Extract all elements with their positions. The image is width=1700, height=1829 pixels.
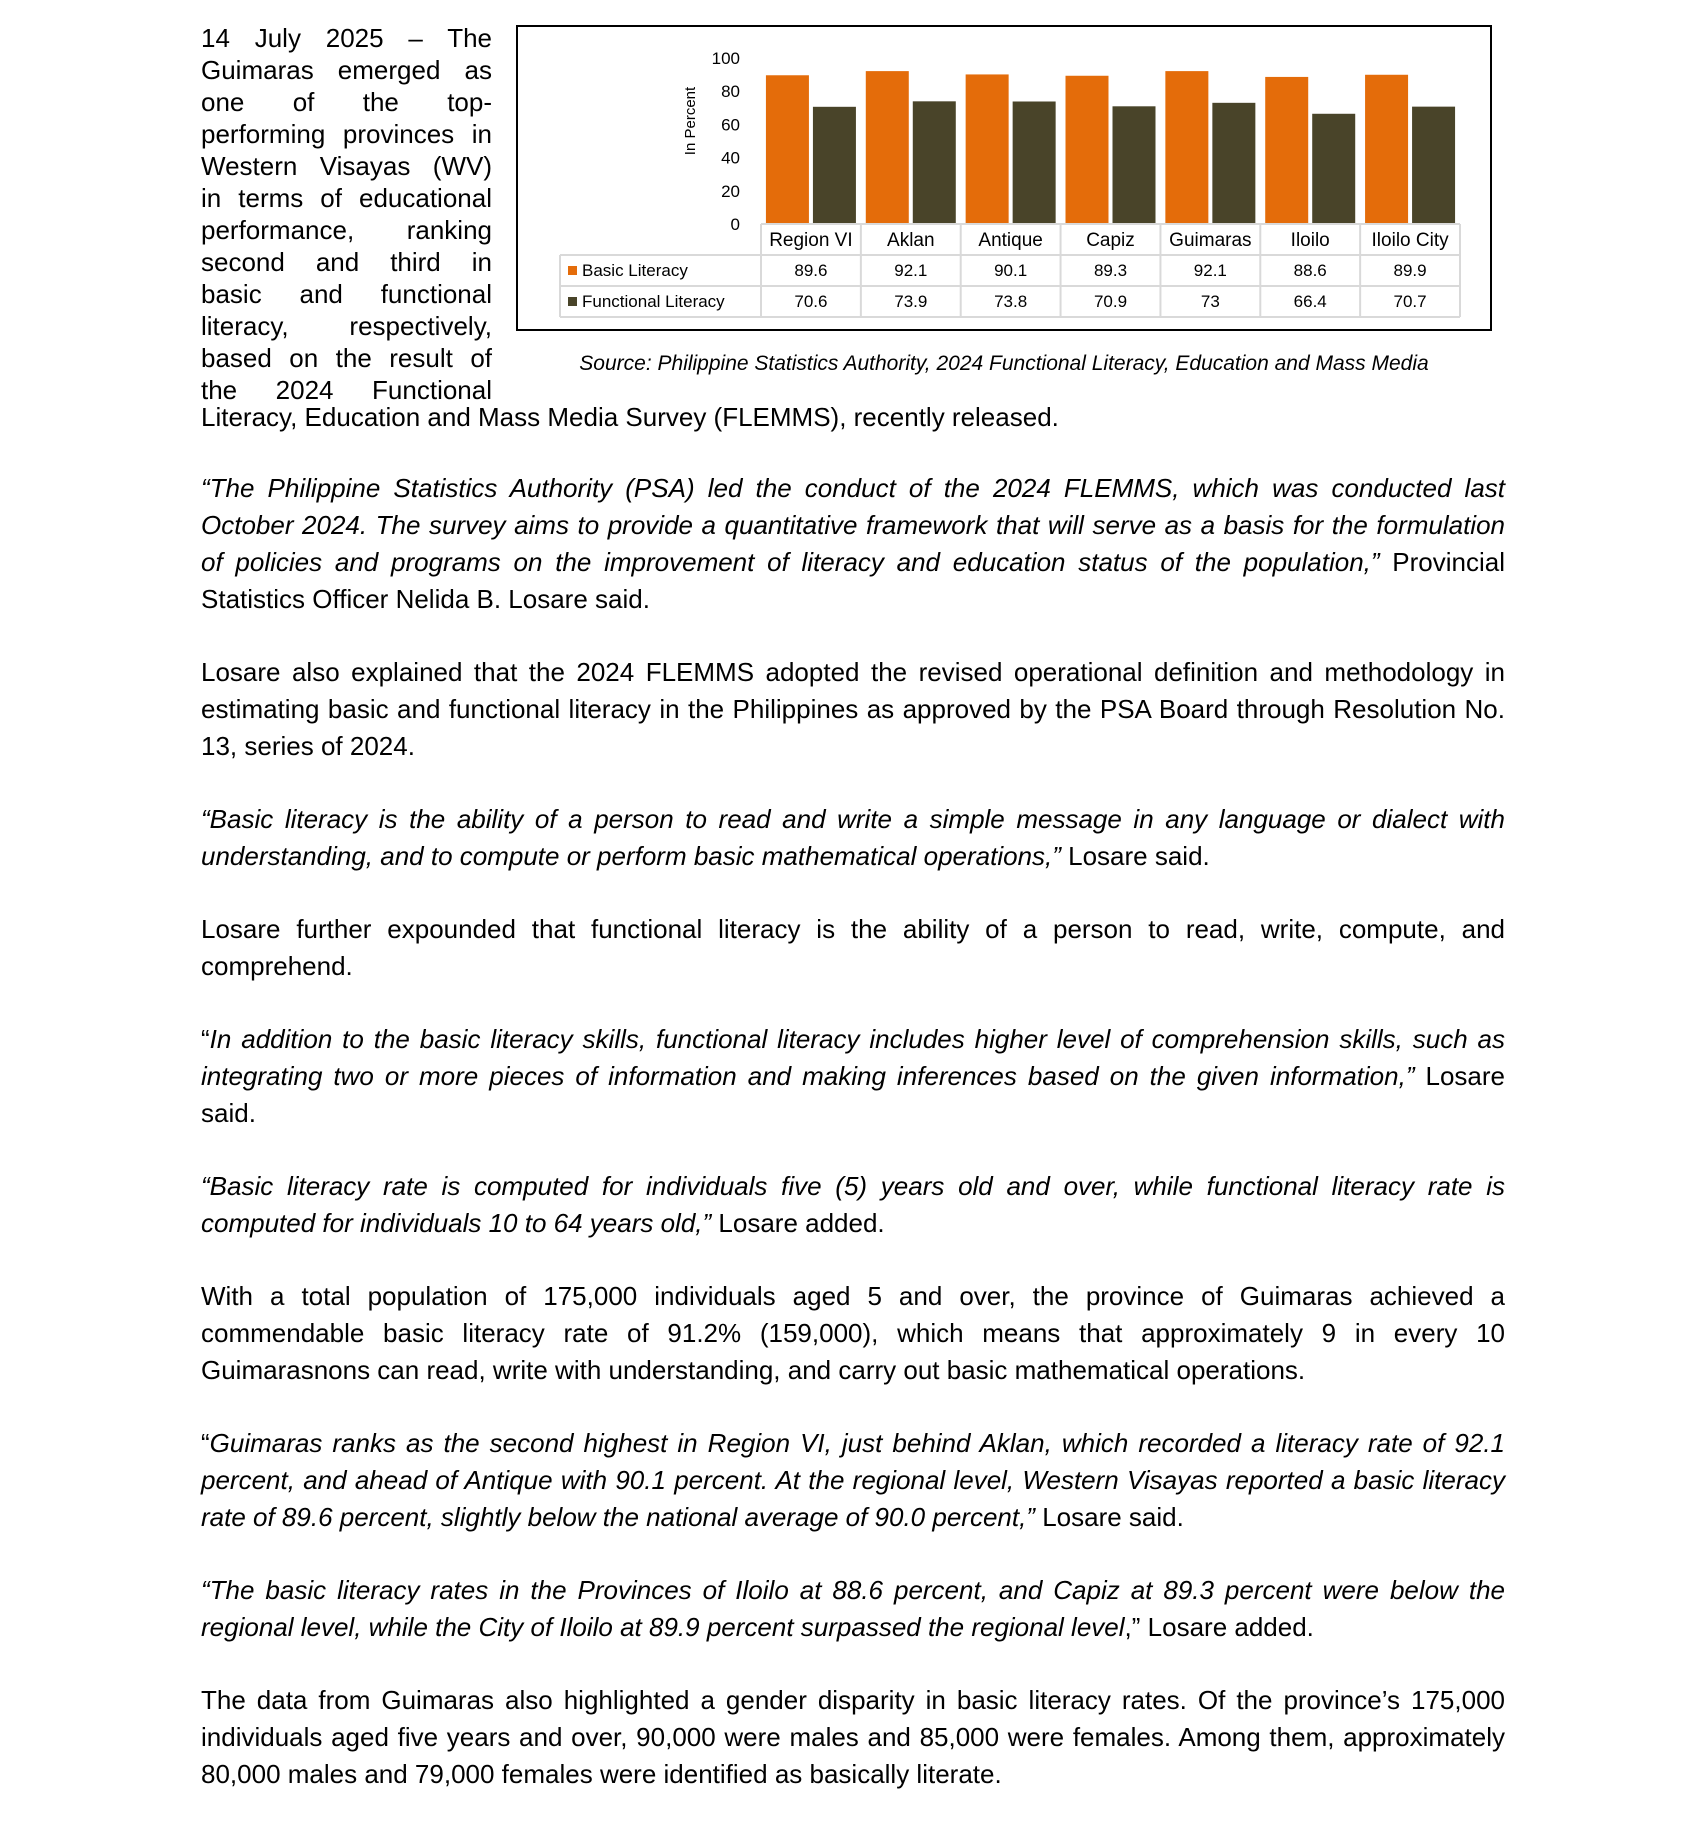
data-label: 73.8 <box>994 292 1028 311</box>
data-label: 73 <box>1200 292 1220 311</box>
paragraph-segment: With a total population of 175,000 individuals aged 5 and over, the province of Guimaras achieved a commendable basic literacy rate of 91.2% (159,000), which means that approximately 9 in every 10 Guimarasnons can read, write with understanding, and carry out basic mathematical operations. <box>201 1281 1505 1385</box>
data-label: 66.4 <box>1293 292 1327 311</box>
data-label: 92.1 <box>894 261 928 280</box>
intro-line: performance, ranking <box>201 215 492 245</box>
paragraph-segment: “ <box>201 1024 210 1054</box>
data-label: 92.1 <box>1193 261 1227 280</box>
data-label: 70.9 <box>1093 292 1128 311</box>
bar-basic <box>966 74 1009 224</box>
intro-line: second and third in <box>201 247 492 277</box>
intro-tail-line <box>201 399 1505 436</box>
paragraph-segment: “Basic literacy is the ability of a person to read and write a simple message in any language or dialect with understanding, and to compute or perform basic mathematical operations,” <box>201 804 1505 871</box>
paragraph-segment: Losare said. <box>1034 1502 1184 1532</box>
intro-line: one of the top- <box>201 87 492 117</box>
data-label: 89.9 <box>1393 261 1427 280</box>
body-paragraph <box>201 1021 1505 1132</box>
bar-functional <box>1013 101 1056 224</box>
y-tick-label: 20 <box>721 181 740 201</box>
bar-functional <box>1113 106 1156 224</box>
data-label: 90.1 <box>994 261 1028 280</box>
legend-label: Functional Literacy <box>582 292 725 311</box>
paragraph-segment: Losare said. <box>201 1061 1505 1128</box>
bar-basic <box>1265 77 1308 224</box>
paragraph-segment: “Basic literacy rate is computed for individuals five (5) years old and over, while functional literacy rate is computed for individuals 10 to 64 years old,” <box>201 1171 1505 1238</box>
literacy-chart <box>516 25 1492 331</box>
paragraph-segment: The data from Guimaras also highlighted a gender disparity in basic literacy rates. Of the province’s 175,000 individuals aged five years and over, 90,000 were males and 85,000 were females. Among them, approximately 80,000 males and 79,000 females were identified as basically literate. <box>201 1685 1505 1789</box>
bar-basic <box>866 71 909 224</box>
paragraph-segment: Losare also explained that the 2024 FLEMMS adopted the revised operational definition and methodology in estimating basic and functional literacy in the Philippines as approved by the PSA Board through Resolution No. 13, series of 2024. <box>201 657 1505 761</box>
category-label: Iloilo City <box>1371 230 1449 251</box>
data-label: 70.7 <box>1393 292 1427 311</box>
body-paragraph <box>201 1572 1505 1646</box>
intro-line: the 2024 Functional <box>201 375 492 405</box>
bar-functional <box>1312 114 1355 224</box>
paragraph-segment: “ <box>201 1428 210 1458</box>
legend-label: Basic Literacy <box>582 261 688 280</box>
y-tick-label: 80 <box>721 82 740 102</box>
body-paragraph <box>201 470 1505 618</box>
paragraph-segment: Losare said. <box>1060 841 1210 871</box>
bar-basic <box>1066 76 1109 224</box>
body-paragraph <box>201 654 1505 765</box>
body-paragraph <box>201 911 1505 985</box>
paragraph-segment: Losare added. <box>711 1208 885 1238</box>
y-tick-label: 100 <box>711 49 740 68</box>
body-paragraph <box>201 1278 1505 1389</box>
category-label: Region VI <box>769 230 853 251</box>
legend-swatch <box>568 266 577 275</box>
paragraph-segment: “The basic literacy rates in the Provinces of Iloilo at 88.6 percent, and Capiz at 89.3 percent were below the regional level, while the City of Iloilo at 89.9 percent surpassed the regional level <box>201 1575 1505 1642</box>
intro-line: performing provinces in <box>201 119 492 149</box>
body-paragraph <box>201 1425 1505 1536</box>
intro-line: Western Visayas (WV) <box>201 151 492 181</box>
body-paragraph <box>201 1168 1505 1242</box>
paragraph-segment: ,” Losare added. <box>1124 1612 1314 1642</box>
data-label: 88.6 <box>1293 261 1327 280</box>
category-label: Iloilo <box>1290 230 1330 251</box>
intro-tail-text: Literacy, Education and Mass Media Survey (FLEMMS), recently released. <box>201 402 1059 432</box>
bar-functional <box>913 101 956 224</box>
bar-basic <box>1365 75 1408 224</box>
category-label: Capiz <box>1086 230 1135 251</box>
intro-line: 14 July 2025 – The <box>201 23 492 53</box>
paragraph-segment: Guimaras ranks as the second highest in Region VI, just behind Aklan, which recorded a literacy rate of 92.1 percent, and ahead of Antique with 90.1 percent. At the regional level, Western Visayas reported a basic literacy rate of 89.6 percent, slightly below the national average of 90.0 percent,” <box>201 1428 1505 1532</box>
data-label: 89.3 <box>1093 261 1128 280</box>
category-label: Aklan <box>887 230 935 251</box>
intro-line: Guimaras emerged as <box>201 55 492 85</box>
intro-column <box>201 22 492 406</box>
data-label: 73.9 <box>894 292 928 311</box>
bar-basic <box>766 75 809 224</box>
intro-line: in terms of educational <box>201 183 492 213</box>
paragraph-segment: Provincial Statistics Officer Nelida B. Losare said. <box>201 547 1505 614</box>
bar-functional <box>1412 107 1455 224</box>
data-label: 70.6 <box>794 292 828 311</box>
data-label: 89.6 <box>794 261 828 280</box>
y-axis-label: In Percent <box>682 86 699 156</box>
body-paragraph <box>201 1682 1505 1793</box>
intro-line: based on the result of <box>201 343 492 373</box>
category-label: Guimaras <box>1169 230 1252 251</box>
chart-svg <box>518 27 1490 329</box>
paragraph-segment: Losare further expounded that functional literacy is the ability of a person to read, write, compute, and comprehend. <box>201 914 1505 981</box>
y-tick-label: 60 <box>721 115 740 135</box>
bar-basic <box>1165 71 1208 224</box>
y-tick-label: 40 <box>721 148 740 168</box>
bar-functional <box>813 107 856 224</box>
paragraph-segment: In addition to the basic literacy skills, functional literacy includes higher level of comprehension skills, such as integrating two or more pieces of information and making inferences based on the given information,” <box>201 1024 1505 1091</box>
intro-line: basic and functional <box>201 279 492 309</box>
y-tick-label: 0 <box>730 215 740 234</box>
paragraph-segment: “The Philippine Statistics Authority (PSA) led the conduct of the 2024 FLEMMS, which was conducted last October 2024. The survey aims to provide a quantitative framework that will serve as a basis for the formulation of policies and programs on the improvement of literacy and education status of the population,” <box>201 473 1505 577</box>
bar-functional <box>1212 103 1255 224</box>
body-paragraph <box>201 801 1505 875</box>
article-body <box>201 470 1505 1829</box>
legend-swatch <box>568 297 577 306</box>
chart-source-note: Source: Philippine Statistics Authority, 2024 Functional Literacy, Education and Mass Media <box>579 352 1429 375</box>
intro-line: literacy, respectively, <box>201 311 492 341</box>
category-label: Antique <box>978 230 1043 251</box>
